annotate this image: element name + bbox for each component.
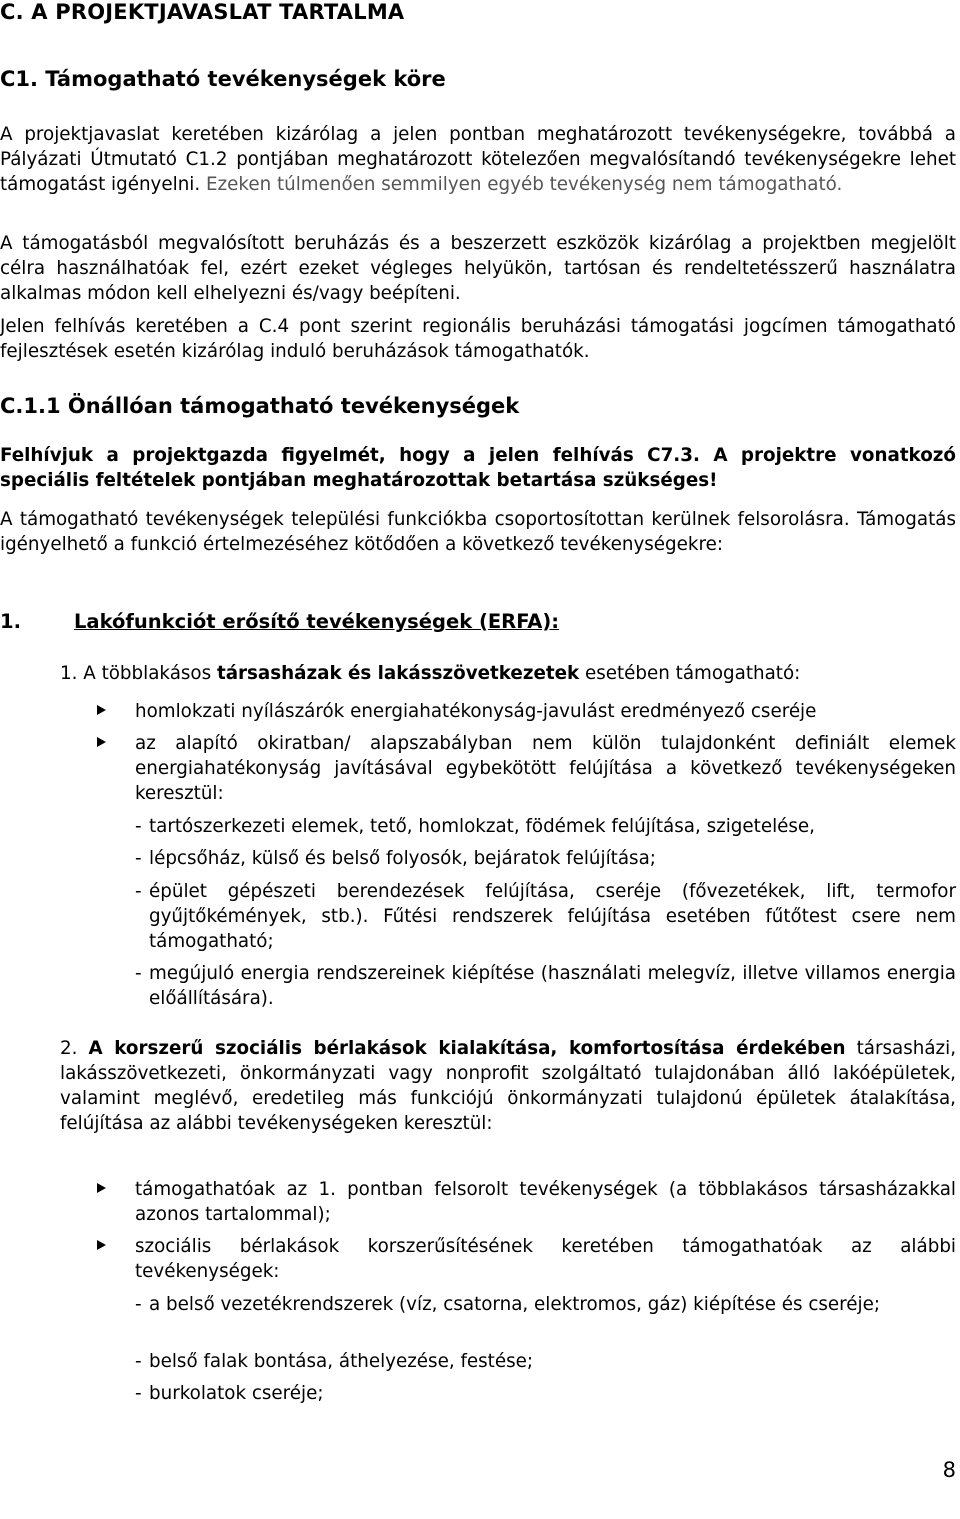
- item-2-bullet-2: szociális bérlakások korszerűsítésének keretében támogathatóak az alábbi tevékenységek:: [135, 1236, 956, 1282]
- item-1-number: 1.: [60, 663, 78, 684]
- item-2-dash-3: [135, 1381, 956, 1406]
- subsection-1-heading: [0, 609, 956, 634]
- dash-marker: -: [135, 816, 142, 837]
- item-1-dash-2: [135, 846, 956, 871]
- dash-marker: -: [135, 1383, 142, 1404]
- paragraph-functions: A támogatható tevékenységek települési funkciókba csoportosítottan kerülnek felsorolásra. Támogatás igényelhető a funkció értelmezéséhez kötődően a következő tevékenységekre:: [0, 509, 956, 555]
- dash-marker: -: [135, 881, 142, 902]
- bullet-marker-icon: [97, 737, 106, 748]
- item-1-dash-3: [135, 879, 956, 954]
- dash-marker: -: [135, 848, 142, 869]
- item-1-dash-1-text: tartószerkezeti elemek, tető, homlokzat, födémek felújítása, szigetelése,: [149, 816, 815, 837]
- item-1-post: esetében támogatható:: [579, 663, 801, 684]
- paragraph-investment: A támogatásból megvalósított beruházás és a beszerzett eszközök kizárólag a projektben megjelölt célra használhatóak fel, ezért ezeket végleges helyükön, tartósan és rendeltetésszerű használatra alkalmas módon kell elhelyezni és/vagy beépíteni.: [0, 233, 956, 304]
- bullet-marker-icon: [97, 1240, 106, 1251]
- paragraph-intro-text: A projektjavaslat keretében kizárólag a jelen pontban meghatározott tevékenységekre, továbbá a Pályázati Útmutató C1.2 pontjában meghatározott kötelezően megvalósítandó tevékenységekre lehet támogatást igényelni.: [0, 124, 956, 195]
- item-2-dash-3-text: burkolatok cseréje;: [149, 1383, 324, 1404]
- subsection-1-title: Lakófunkciót erősítő tevékenységek (ERFA):: [74, 610, 560, 633]
- dash-marker: -: [135, 963, 142, 984]
- item-1-intro: [60, 661, 956, 686]
- notice-paragraph: Felhívjuk a projektgazda figyelmét, hogy a jelen felhívás C7.3. A projektre vonatkozó speciális feltételek pontjában meghatározottak betartása szükséges!: [0, 445, 956, 491]
- section-heading-c: C. A PROJEKTJAVASLAT TARTALMA: [0, 0, 405, 24]
- item-1-bullet-2: az alapító okiratban/ alapszabályban nem külön tulajdonként definiált elemek energiahatékonyság javításával egybekötött felújítása a következő tevékenységeken keresztül:: [135, 733, 956, 804]
- item-2-bullet-1: támogathatóak az 1. pontban felsorolt tevékenységek (a többlakásos társasházakkal azonos tartalommal);: [135, 1179, 956, 1225]
- item-2-number: 2.: [60, 1038, 78, 1059]
- bullet-marker-icon: [97, 1183, 106, 1194]
- dash-marker: -: [135, 1294, 142, 1315]
- item-2-dash-1-text: a belső vezetékrendszerek (víz, csatorna, elektromos, gáz) kiépítése és cseréje;: [149, 1294, 880, 1315]
- item-2-dash-2: [135, 1349, 956, 1374]
- item-1-dash-1: [135, 814, 956, 839]
- item-1-dash-3-text: épület gépészeti berendezések felújítása, cseréje (fővezetékek, lift, termofor gyűjtőkémények, stb.). Fűtési rendszerek felújítása esetében fűtőtest csere nem támogatható;: [149, 881, 956, 952]
- section-heading-c1: C1. Támogatható tevékenységek köre: [0, 67, 446, 91]
- page-number: 8: [942, 1458, 956, 1482]
- item-2-bold: A korszerű szociális bérlakások kialakítása, komfortosítása érdekében: [88, 1038, 846, 1059]
- paragraph-intro: [0, 122, 956, 197]
- paragraph-regional-aid: Jelen felhívás keretében a C.4 pont szerint regionális beruházási támogatási jogcímen támogatható fejlesztések esetén kizárólag induló beruházások támogathatók.: [0, 316, 956, 362]
- item-2-dash-1: [135, 1292, 956, 1342]
- item-1-pre: A többlakásos: [83, 663, 217, 684]
- item-2-post: társasházi, lakásszövetkezeti, önkormányzati vagy nonprofit szolgáltató tulajdonában álló lakóépületek, valamint meglévő, eredetileg más funkciójú önkormányzati tulajdonú épületek átalakítása, felújítása az alábbi tevékenységeken keresztül:: [60, 1038, 957, 1134]
- item-1-bullet-1: homlokzati nyílászárók energiahatékonyság-javulást eredményező cseréje: [135, 701, 817, 722]
- subsection-1-number: 1.: [0, 610, 21, 633]
- dash-marker: -: [135, 1351, 142, 1372]
- item-1-bold: társasházak és lakásszövetkezetek: [216, 663, 580, 684]
- paragraph-intro-tail: Ezeken túlmenően semmilyen egyéb tevékenység nem támogatható.: [206, 174, 843, 195]
- item-2-intro: [60, 1036, 956, 1136]
- item-1-dash-2-text: lépcsőház, külső és belső folyosók, bejáratok felújítása;: [149, 848, 656, 869]
- item-1-dash-4-text: megújuló energia rendszereinek kiépítése (használati melegvíz, illetve villamos energia előállítására).: [149, 963, 956, 1009]
- item-2-dash-2-text: belső falak bontása, áthelyezése, festése;: [149, 1351, 534, 1372]
- bullet-marker-icon: [97, 705, 106, 716]
- section-heading-c11: C.1.1 Önállóan támogatható tevékenységek: [0, 394, 520, 418]
- item-1-dash-4: [135, 961, 956, 1011]
